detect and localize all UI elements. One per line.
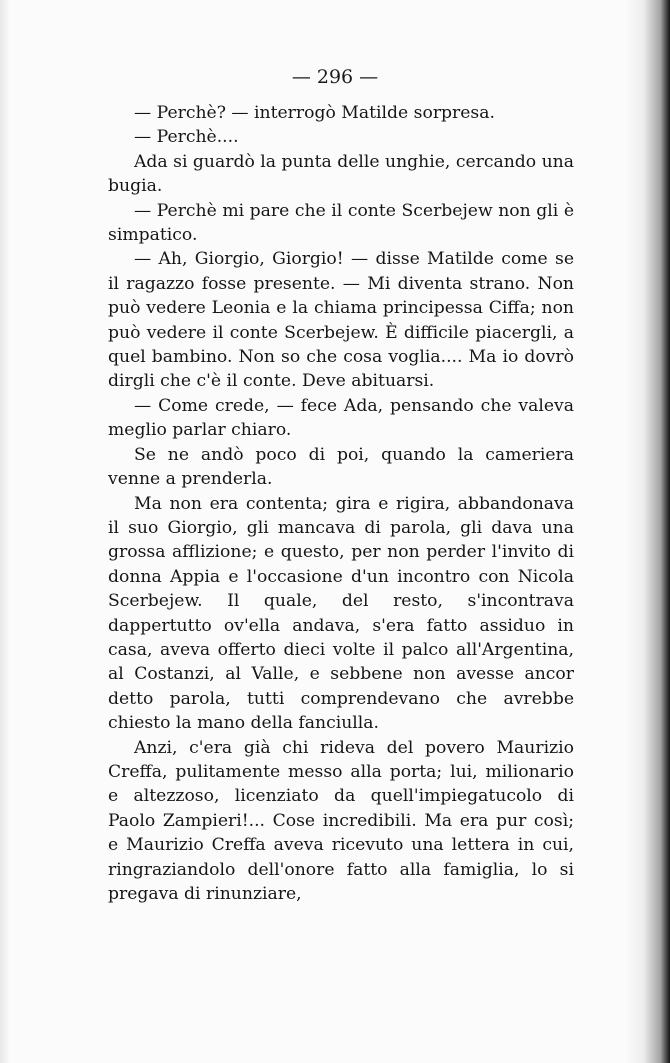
paragraph-9: Anzi, c'era già chi rideva del povero Maurizio Creffa, pulitamente messo alla porta; lui, milionario e altezzoso, licenziato da quell'impiegatucolo di Paolo Zampieri!... Cose incredibili. Ma era pur così; e Maurizio Creffa aveva ricevuto una lettera in cui, ringraziandolo dell'onore fatto alla famiglia, lo si pregava di rinunziare, bbox=[108, 737, 574, 904]
paragraph-4: — Perchè mi pare che il conte Scerbejew non gli è simpatico. bbox=[108, 200, 574, 246]
paragraph-7: Se ne andò poco di poi, quando la cameriera venne a prenderla. bbox=[108, 444, 574, 490]
paragraph-8: Ma non era contenta; gira e rigira, abbandonava il suo Giorgio, gli mancava di parola, gli dava una grossa afflizione; e questo, per non perder l'invito di donna Appia e l'occasione d'un incontro con Nicola Scerbejew. Il quale, del resto, s'incontrava dappertutto ov'ella andava, s'era fatto assiduo in casa, aveva offerto dieci volte il palco all'Argentina, al Costanzi, al Valle, e sebbene non avesse ancor detto parola, tutti comprendevano che avrebbe chiesto la mano della fanciulla. bbox=[108, 493, 574, 734]
page-edge-shadow bbox=[0, 0, 10, 1063]
paragraph-5: — Ah, Giorgio, Giorgio! — disse Matilde come se il ragazzo fosse presente. — Mi diventa strano. Non può vedere Leonia e la chiama principessa Ciffa; non può vedere il conte Scerbejew. È difficile piacergli, a quel bambino. Non so che cosa voglia.... Ma io dovrò dirgli che c'è il conte. Deve abituarsi. bbox=[108, 249, 574, 392]
paragraph-3: Ada si guardò la punta delle unghie, cercando una bugia. bbox=[108, 151, 574, 197]
book-spine-shadow bbox=[626, 0, 670, 1063]
page-number: — 296 — bbox=[291, 66, 379, 88]
body-text bbox=[108, 101, 574, 906]
paragraph-2: — Perchè.... bbox=[134, 127, 239, 148]
paragraph-1: — Perchè? — interrogò Matilde sorpresa. bbox=[134, 103, 495, 123]
paragraph-6: — Come crede, — fece Ada, pensando che valeva meglio parlar chiaro. bbox=[108, 395, 574, 441]
